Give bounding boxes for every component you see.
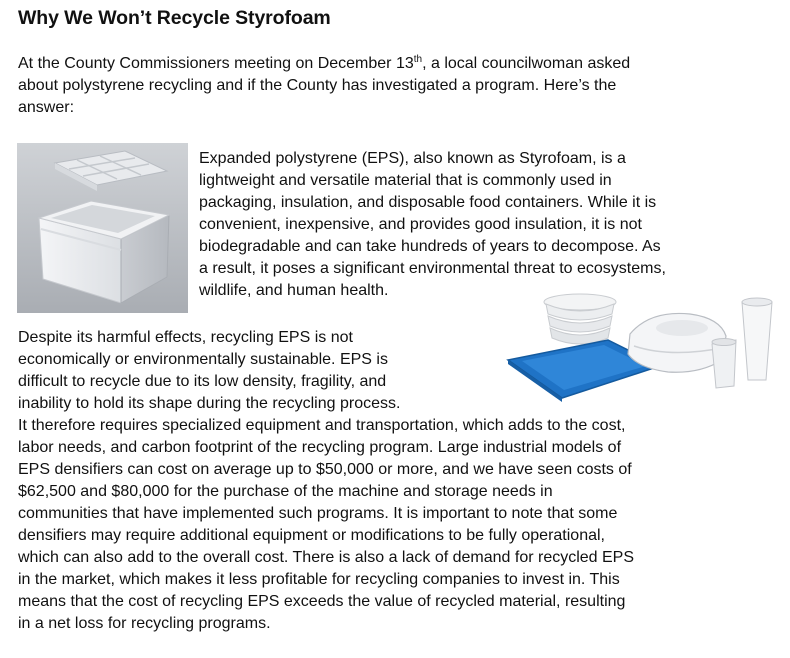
- styrofoam-cooler-image: [17, 143, 188, 313]
- text-line: in a net loss for recycling programs.: [18, 615, 271, 632]
- foam-cups: [712, 298, 772, 388]
- intro-line-3: answer:: [18, 99, 75, 116]
- text-line: packaging, insulation, and disposable food containers. While it is: [199, 194, 657, 211]
- text-line: convenient, inexpensive, and provides good insulation, it is not: [199, 216, 642, 233]
- intro-line-1: At the County Commissioners meeting on December 13th, a local councilwoman asked: [18, 54, 631, 72]
- paragraph-recycling-cost: [18, 327, 634, 635]
- text-line: biodegradable and can take hundreds of years to decompose. As: [199, 238, 661, 255]
- text-line: inability to hold its shape during the recycling process.: [18, 395, 401, 412]
- text-line: difficult to recycle due to its low density, fragility, and: [18, 373, 387, 390]
- article-title: Why We Won’t Recycle Styrofoam: [18, 7, 331, 29]
- text-line: a result, it poses a significant environmental threat to ecosystems,: [199, 260, 666, 277]
- text-line: Expanded polystyrene (EPS), also known as Styrofoam, is a: [199, 150, 626, 167]
- text-line: It therefore requires specialized equipment and transportation, which adds to the cost,: [18, 417, 626, 434]
- text-line: communities that have implemented such programs. It is important to note that some: [18, 505, 618, 522]
- intro-paragraph: [18, 53, 630, 119]
- foam-clamshell: [628, 313, 726, 372]
- text-line: wildlife, and human health.: [199, 282, 389, 299]
- text-line: lightweight and versatile material that is commonly used in: [199, 172, 612, 189]
- text-line: in the market, which makes it less profitable for recycling companies to invest in. This: [18, 571, 620, 588]
- text-line: economically or environmentally sustainable. EPS is: [18, 351, 388, 368]
- text-line: which can also add to the overall cost. There is also a lack of demand for recycled EPS: [18, 549, 635, 566]
- paragraph-eps-description: [199, 148, 666, 302]
- text-line: EPS densifiers can cost on average up to $50,000 or more, and we have seen costs of: [18, 461, 632, 478]
- text-line: means that the cost of recycling EPS exceeds the value of recycled material, resulting: [18, 593, 626, 610]
- text-line: densifiers may require additional equipment or modifications to be fully operational,: [18, 527, 605, 544]
- text-line: Despite its harmful effects, recycling EPS is not: [18, 329, 353, 346]
- intro-line-2: about polystyrene recycling and if the County has investigated a program. Here’s the: [18, 77, 617, 94]
- text-line: labor needs, and carbon footprint of the recycling program. Large industrial models of: [18, 439, 622, 456]
- text-line: $62,500 and $80,000 for the purchase of the machine and storage needs in: [18, 483, 553, 500]
